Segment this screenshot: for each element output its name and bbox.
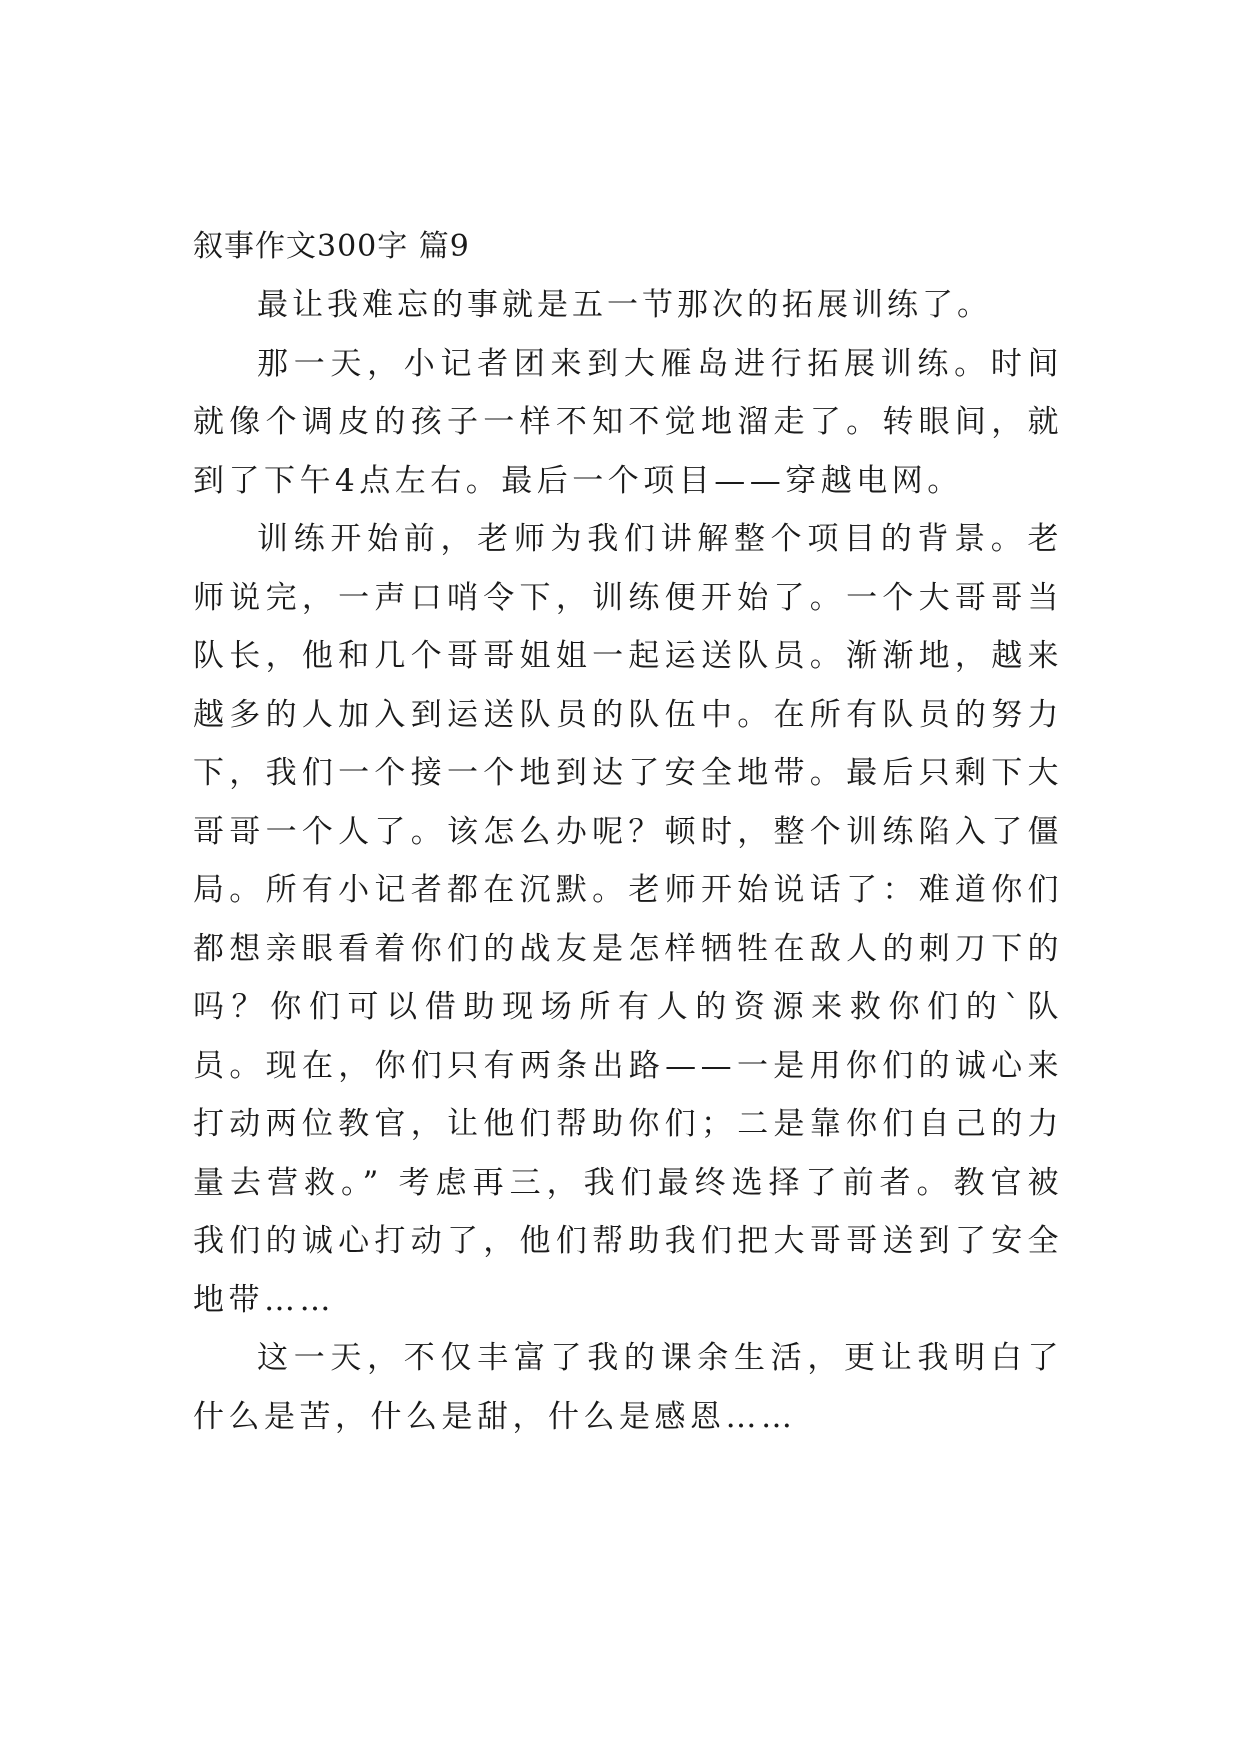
paragraph-1: 最让我难忘的事就是五一节那次的拓展训练了。: [257, 287, 992, 323]
paragraph-4: 这一天，不仅丰富了我的课余生活，更让我明白了什么是苦，什么是甜，什么是感恩……: [193, 1340, 1063, 1435]
paragraph-2: 那一天，小记者团来到大雁岛进行拓展训练。时间就像个调皮的孩子一样不知不觉地溜走了。转眼间，就到了下午4点左右。最后一个项目——穿越电网。: [193, 345, 1063, 499]
document-body: [193, 218, 1063, 1446]
paragraph-3: 训练开始前，老师为我们讲解整个项目的背景。老师说完，一声口哨令下，训练便开始了。一个大哥哥当队长，他和几个哥哥姐姐一起运送队员。渐渐地，越来越多的人加入到运送队员的队伍中。在所有队员的努力下，我们一个接一个地到达了安全地带。最后只剩下大哥哥一个人了。该怎么办呢？顿时，整个训练陷入了僵局。所有小记者都在沉默。老师开始说话了：难道你们都想亲眼看着你们的战友是怎样牺牲在敌人的刺刀下的吗？你们可以借助现场所有人的资源来救你们的`队员。现在，你们只有两条出路——一是用你们的诚心来打动两位教官，让他们帮助你们；二是靠你们自己的力量去营救。” 考虑再三，我们最终选择了前者。教官被我们的诚心打动了，他们帮助我们把大哥哥送到了安全地带……: [193, 521, 1063, 1318]
essay-heading: 叙事作文300字 篇9: [193, 229, 470, 264]
